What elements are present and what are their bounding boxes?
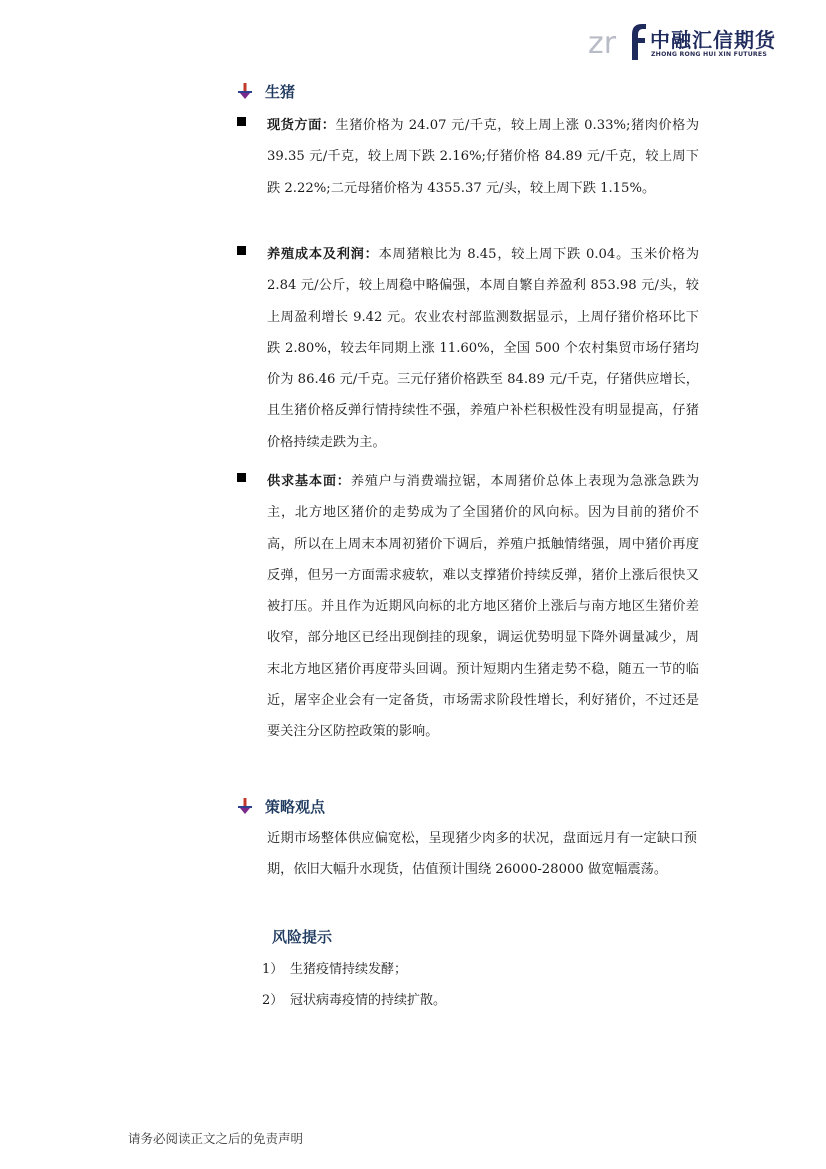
footer-disclaimer: 请务必阅读正文之后的免责声明 — [128, 1131, 304, 1146]
paragraph-strategy: 近期市场整体供应偏宽松，呈现猪少肉多的状况，盘面远月有一定缺口预期，依旧大幅升水现货，估值预计围绕 26000-28000 做宽幅震荡。 — [267, 831, 697, 878]
paragraph-label: 养殖成本及利润： — [267, 247, 379, 262]
arrow-down-icon — [237, 798, 253, 814]
paragraph-text: 养殖户与消费端拉锯，本周猪价总体上表现为急涨急跌为主，北方地区猪价的走势成为了全国猪价的风向标。因为目前的猪价不高，所以在上周末本周初猪价下调后，养殖户抵触情绪强，周中猪价再度反弹，但另一方面需求疲软，难以支撑猪价持续反弹，猪价上涨后很快又被打压。并且作为近期风向标的北方地区猪价上涨后与南方地区生猪价差收窄，部分地区已经出现倒挂的现象，调运优势明显下降外调量减少，周末北方地区猪价再度带头回调。预计短期内生猪走势不稳，随五一节的临近，屠宰企业会有一定备货，市场需求阶段性增长，利好猪价，不过还是要关注分区防控政策的影响。 — [267, 474, 700, 740]
square-bullet-icon — [237, 117, 246, 126]
section-title-risk: 风险提示 — [272, 928, 333, 946]
paragraph-supply — [267, 466, 699, 748]
section-heading-strategy — [237, 795, 325, 817]
company-logo — [588, 20, 778, 64]
square-bullet-icon — [237, 246, 246, 255]
logo-english-name: ZHONG RONG HUI XIN FUTURES — [651, 51, 767, 58]
list-item-number: 2） — [262, 993, 284, 1008]
logo-chinese-name: 中融汇信期货 — [650, 28, 776, 52]
list-item-text: 生猪疫情持续发酵； — [290, 962, 408, 977]
square-bullet-icon — [237, 473, 246, 482]
list-item-risk-2 — [262, 991, 446, 1011]
paragraph-cost — [267, 239, 699, 458]
list-item-text: 冠状病毒疫情的持续扩散。 — [290, 993, 447, 1008]
section-title: 生猪 — [265, 82, 296, 101]
section-title: 策略观点 — [265, 797, 326, 816]
paragraph-spot — [267, 110, 699, 204]
paragraph-text: 本周猪粮比为 8.45，较上周下跌 0.04。玉米价格为 2.84 元/公斤，较上周稳中略偏强，本周自繁自养盈利 853.98 元/头，较上周盈利增长 9.42 元。农业农村部监测数据显示，上周仔猪价格环比下跌 2.80%，较去年同期上涨 11.60%，全国 500 个农村集贸市场仔猪均价为 86.46 元/千克。三元仔猪价格跌至 84.89 元/千克，仔猪供应增长，且生猪价格反弹行情持续性不强，养殖户补栏积极性没有明显提高，仔猪价格持续走跌为主。 — [267, 247, 700, 450]
section-heading-pig — [237, 80, 295, 102]
paragraph-label: 现货方面： — [267, 118, 336, 133]
svg-text:zr: zr — [588, 26, 617, 60]
arrow-down-icon — [237, 83, 253, 99]
paragraph-label: 供求基本面： — [267, 474, 351, 489]
list-item-risk-1 — [262, 960, 407, 980]
zrf-logo-mark — [588, 20, 646, 60]
paragraph-text: 生猪价格为 24.07 元/千克，较上周上涨 0.33%;猪肉价格为 39.35 元/千克，较上周下跌 2.16%;仔猪价格 84.89 元/千克，较上周下跌 2.22%;二元母猪价格为 4355.37 元/头，较上周下跌 1.15%。 — [267, 118, 700, 196]
list-item-number: 1） — [262, 962, 284, 977]
